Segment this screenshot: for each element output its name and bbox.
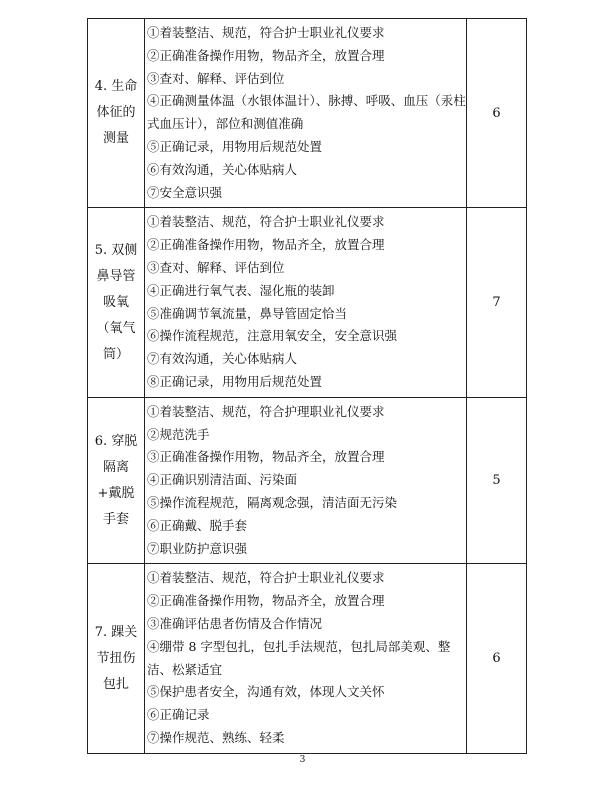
criterion-item: ②正确准备操作用物，物品齐全，放置合理 [147,237,385,253]
criterion-item: ④正确识别清洁面、污染面 [147,472,298,488]
score-cell: 6 [467,564,527,753]
criterion-item: ⑧正确记录，用物用后规范处置 [147,373,323,389]
criterion-item: ②正确准备操作用物，物品齐全，放置合理 [147,593,385,609]
criterion-item: ⑦有效沟通，关心体贴病人 [147,351,298,367]
criterion-item: ⑦安全意识强 [147,184,223,200]
criterion-item: ⑤准确调节氧流量，鼻导管固定恰当 [147,305,348,321]
score-cell: 7 [467,208,527,397]
criteria-cell [145,564,467,753]
criteria-cell [145,19,467,208]
criterion-item: ⑥正确记录 [147,707,210,723]
criterion-item: ⑤保护患者安全，沟通有效，体现人文关怀 [147,684,385,700]
criterion-item: ⑤正确记录，用物用后规范处置 [147,138,323,154]
criterion-item: ⑤操作流程规范，隔离观念强，清洁面无污染 [147,494,398,510]
criterion-item: ⑥有效沟通，关心体贴病人 [147,161,298,177]
score-cell: 5 [467,397,527,564]
criterion-item: ③正确准备操作用物，物品齐全，放置合理 [147,449,385,465]
skill-name-cell: 5. 双侧鼻导管吸氧（氧气筒） [88,208,145,397]
criterion-item: ④绷带 8 字型包扎，包扎手法规范，包扎局部美观、整洁、松紧适宜 [147,638,451,677]
table-row [88,19,527,208]
criterion-item: ⑥正确戴、脱手套 [147,517,248,533]
skill-name-cell: 4. 生命体征的测量 [88,19,145,208]
criterion-item: ③准确评估患者伤情及合作情况 [147,615,323,631]
criterion-item: ①着装整洁、规范，符合护理职业礼仪要求 [147,403,385,419]
criteria-cell [145,208,467,397]
criterion-item: ⑥操作流程规范，注意用氧安全，安全意识强 [147,328,398,344]
table-row [88,208,527,397]
criterion-item: ①着装整洁、规范，符合护士职业礼仪要求 [147,25,385,40]
criterion-item: ④正确进行氧气表、湿化瓶的装卸 [147,282,335,298]
assessment-table [87,18,527,754]
table-row [88,564,527,753]
criterion-item: ②正确准备操作用物，物品齐全，放置合理 [147,47,385,63]
score-cell: 6 [467,19,527,208]
criterion-item: ⑦操作规范、熟练、轻柔 [147,729,285,745]
skill-name-cell: 7. 踝关节扭伤包扎 [88,564,145,753]
page-number: 3 [299,755,306,765]
table-row [88,397,527,564]
criterion-item: ③查对、解释、评估到位 [147,259,285,275]
criterion-item: ④正确测量体温（水银体温计）、脉搏、呼吸、血压（汞柱式血压计），部位和测值准确 [147,93,466,132]
criterion-item: ①着装整洁、规范，符合护士职业礼仪要求 [147,570,385,586]
criterion-item: ⑦职业防护意识强 [147,540,248,556]
criterion-item: ①着装整洁、规范，符合护士职业礼仪要求 [147,214,385,230]
criterion-item: ②规范洗手 [147,426,210,442]
skill-name-cell: 6. 穿脱隔离+戴脱手套 [88,397,145,564]
criterion-item: ③查对、解释、评估到位 [147,70,285,86]
criteria-cell [145,397,467,564]
